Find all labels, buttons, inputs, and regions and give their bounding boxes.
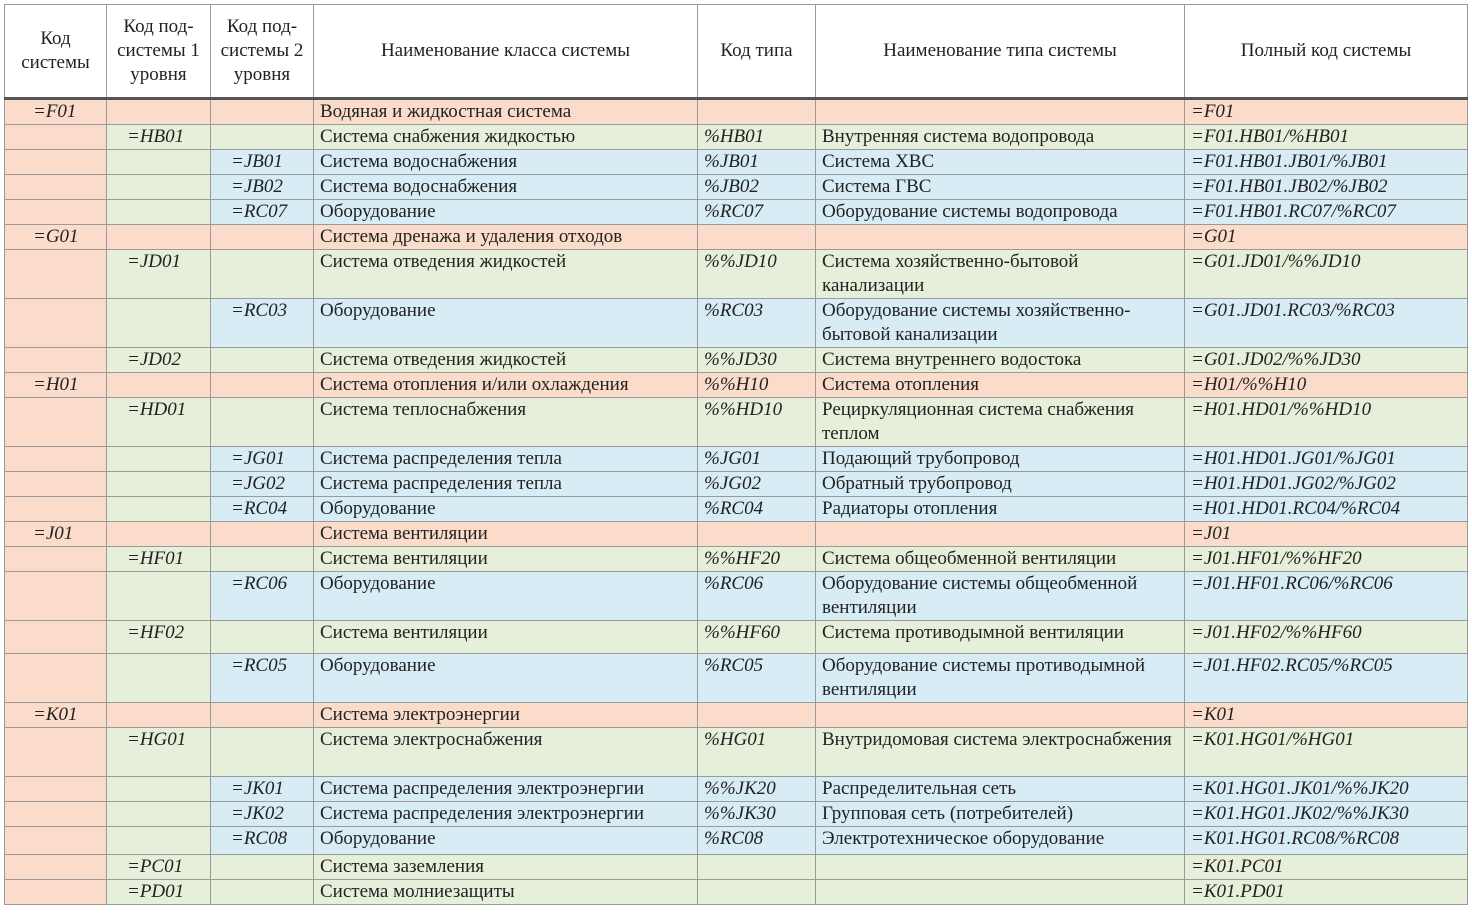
cell-type-code: %%JD10 xyxy=(698,250,816,299)
cell-code-system xyxy=(5,802,107,827)
cell-class-name: Система электроснабжения xyxy=(314,728,698,777)
cell-full-code: =J01.HF02/%%HF60 xyxy=(1185,621,1468,654)
cell-class-name: Система отведения жидкостей xyxy=(314,250,698,299)
cell-code-sub2 xyxy=(211,621,314,654)
cell-code-system xyxy=(5,447,107,472)
cell-code-sub2: =RC03 xyxy=(211,299,314,348)
cell-code-sub2 xyxy=(211,522,314,547)
table-row xyxy=(5,447,1468,472)
cell-full-code: =K01.HG01.RC08/%RC08 xyxy=(1185,827,1468,855)
table-row xyxy=(5,250,1468,299)
cell-code-sub1 xyxy=(107,802,211,827)
cell-class-name: Система отопления и/или охлаждения xyxy=(314,373,698,398)
cell-code-sub1 xyxy=(107,99,211,125)
cell-code-sub1 xyxy=(107,447,211,472)
cell-code-system: =F01 xyxy=(5,99,107,125)
cell-full-code: =K01.PD01 xyxy=(1185,880,1468,905)
cell-type-name: Групповая сеть (потребителей) xyxy=(816,802,1185,827)
table-row xyxy=(5,880,1468,905)
cell-type-code: %%JK30 xyxy=(698,802,816,827)
cell-full-code: =F01.HB01/%HB01 xyxy=(1185,125,1468,150)
cell-type-code: %RC08 xyxy=(698,827,816,855)
cell-full-code: =F01.HB01.RC07/%RC07 xyxy=(1185,200,1468,225)
cell-full-code: =H01.HD01.JG01/%JG01 xyxy=(1185,447,1468,472)
cell-code-sub2 xyxy=(211,855,314,880)
table-row xyxy=(5,398,1468,447)
table-row xyxy=(5,621,1468,654)
cell-type-name: Оборудование системы хозяйственно-бытовой канализации xyxy=(816,299,1185,348)
cell-code-sub1: =JD01 xyxy=(107,250,211,299)
cell-full-code: =H01.HD01/%%HD10 xyxy=(1185,398,1468,447)
cell-type-code: %JG01 xyxy=(698,447,816,472)
cell-code-sub1 xyxy=(107,150,211,175)
cell-code-system xyxy=(5,250,107,299)
table-row xyxy=(5,855,1468,880)
cell-type-code: %JB01 xyxy=(698,150,816,175)
table-row xyxy=(5,348,1468,373)
cell-code-sub1 xyxy=(107,472,211,497)
cell-full-code: =F01.HB01.JB02/%JB02 xyxy=(1185,175,1468,200)
table-row xyxy=(5,777,1468,802)
table-row xyxy=(5,572,1468,621)
cell-class-name: Система дренажа и удаления отходов xyxy=(314,225,698,250)
cell-type-code xyxy=(698,99,816,125)
cell-type-name: Подающий трубопровод xyxy=(816,447,1185,472)
cell-full-code: =K01.HG01/%HG01 xyxy=(1185,728,1468,777)
cell-full-code: =J01 xyxy=(1185,522,1468,547)
cell-code-system: =G01 xyxy=(5,225,107,250)
cell-code-system: =J01 xyxy=(5,522,107,547)
cell-class-name: Оборудование xyxy=(314,200,698,225)
cell-code-sub1 xyxy=(107,827,211,855)
cell-type-name: Система ГВС xyxy=(816,175,1185,200)
cell-class-name: Система вентиляции xyxy=(314,522,698,547)
cell-code-sub1: =HD01 xyxy=(107,398,211,447)
cell-class-name: Оборудование xyxy=(314,654,698,703)
cell-code-sub1: =PD01 xyxy=(107,880,211,905)
table-row xyxy=(5,802,1468,827)
cell-type-name xyxy=(816,855,1185,880)
cell-code-sub2: =RC08 xyxy=(211,827,314,855)
cell-full-code: =H01.HD01.RC04/%RC04 xyxy=(1185,497,1468,522)
cell-full-code: =G01.JD02/%%JD30 xyxy=(1185,348,1468,373)
table-row xyxy=(5,125,1468,150)
cell-code-sub1 xyxy=(107,175,211,200)
cell-type-code: %%HF20 xyxy=(698,547,816,572)
cell-full-code: =K01.HG01.JK01/%%JK20 xyxy=(1185,777,1468,802)
cell-code-system xyxy=(5,654,107,703)
cell-type-name: Система противодымной вентиляции xyxy=(816,621,1185,654)
cell-code-sub2 xyxy=(211,348,314,373)
cell-code-sub2: =JG02 xyxy=(211,472,314,497)
header-type-name: Наименование типа системы xyxy=(816,5,1185,99)
cell-code-system xyxy=(5,175,107,200)
cell-code-sub2 xyxy=(211,99,314,125)
cell-class-name: Система электроэнергии xyxy=(314,703,698,728)
cell-code-sub2 xyxy=(211,703,314,728)
cell-code-system xyxy=(5,299,107,348)
cell-type-name: Внутренняя система водопровода xyxy=(816,125,1185,150)
table-row xyxy=(5,150,1468,175)
cell-type-name: Система отопления xyxy=(816,373,1185,398)
cell-code-system xyxy=(5,855,107,880)
header-type-code: Код типа xyxy=(698,5,816,99)
header-code-sub1: Код под-системы 1 уровня xyxy=(107,5,211,99)
cell-type-code: %RC05 xyxy=(698,654,816,703)
cell-class-name: Система водоснабжения xyxy=(314,150,698,175)
header-code-sub2: Код под-системы 2 уровня xyxy=(211,5,314,99)
cell-code-system: =H01 xyxy=(5,373,107,398)
cell-type-code: %%HF60 xyxy=(698,621,816,654)
cell-code-sub1 xyxy=(107,654,211,703)
header-class-name: Наименование класса системы xyxy=(314,5,698,99)
cell-type-code xyxy=(698,855,816,880)
table-body xyxy=(5,99,1468,905)
cell-code-sub2 xyxy=(211,250,314,299)
table-row xyxy=(5,547,1468,572)
cell-full-code: =K01.PC01 xyxy=(1185,855,1468,880)
cell-code-sub2: =RC04 xyxy=(211,497,314,522)
cell-code-system xyxy=(5,880,107,905)
header-code-system: Код системы xyxy=(5,5,107,99)
cell-type-code: %HB01 xyxy=(698,125,816,150)
cell-code-sub1 xyxy=(107,225,211,250)
table-row xyxy=(5,703,1468,728)
cell-code-sub1: =HB01 xyxy=(107,125,211,150)
systems-classification-table xyxy=(4,4,1468,905)
table-row xyxy=(5,497,1468,522)
cell-class-name: Оборудование xyxy=(314,827,698,855)
cell-code-sub1: =HF01 xyxy=(107,547,211,572)
cell-type-name: Внутридомовая система электроснабжения xyxy=(816,728,1185,777)
cell-code-sub1: =PC01 xyxy=(107,855,211,880)
cell-code-sub2: =JB02 xyxy=(211,175,314,200)
cell-code-system xyxy=(5,348,107,373)
cell-code-sub1 xyxy=(107,497,211,522)
cell-class-name: Оборудование xyxy=(314,497,698,522)
cell-full-code: =J01.HF02.RC05/%RC05 xyxy=(1185,654,1468,703)
cell-code-sub2: =JG01 xyxy=(211,447,314,472)
cell-class-name: Система вентиляции xyxy=(314,621,698,654)
cell-code-sub2 xyxy=(211,225,314,250)
table-row xyxy=(5,728,1468,777)
cell-code-system xyxy=(5,472,107,497)
cell-type-code: %RC07 xyxy=(698,200,816,225)
cell-class-name: Система заземления xyxy=(314,855,698,880)
cell-class-name: Система вентиляции xyxy=(314,547,698,572)
cell-full-code: =H01/%%H10 xyxy=(1185,373,1468,398)
cell-full-code: =F01.HB01.JB01/%JB01 xyxy=(1185,150,1468,175)
cell-code-system xyxy=(5,728,107,777)
cell-type-code: %%JK20 xyxy=(698,777,816,802)
cell-code-sub2: =RC07 xyxy=(211,200,314,225)
cell-type-name: Распределительная сеть xyxy=(816,777,1185,802)
cell-code-system xyxy=(5,125,107,150)
cell-type-code: %%JD30 xyxy=(698,348,816,373)
cell-type-name xyxy=(816,99,1185,125)
cell-type-name: Система внутреннего водостока xyxy=(816,348,1185,373)
cell-code-sub1 xyxy=(107,522,211,547)
cell-type-name xyxy=(816,880,1185,905)
cell-class-name: Водяная и жидкостная система xyxy=(314,99,698,125)
table-row xyxy=(5,225,1468,250)
cell-code-system xyxy=(5,398,107,447)
cell-code-sub1: =HF02 xyxy=(107,621,211,654)
cell-code-sub1 xyxy=(107,299,211,348)
cell-type-name: Радиаторы отопления xyxy=(816,497,1185,522)
cell-type-code: %RC06 xyxy=(698,572,816,621)
cell-type-name: Оборудование системы общеобменной вентиляции xyxy=(816,572,1185,621)
cell-code-system xyxy=(5,827,107,855)
cell-code-sub2 xyxy=(211,728,314,777)
cell-code-sub2 xyxy=(211,373,314,398)
cell-full-code: =K01 xyxy=(1185,703,1468,728)
cell-type-name: Рециркуляционная система снабжения теплом xyxy=(816,398,1185,447)
cell-code-sub1 xyxy=(107,373,211,398)
cell-type-name: Обратный трубопровод xyxy=(816,472,1185,497)
cell-code-system xyxy=(5,200,107,225)
cell-class-name: Система водоснабжения xyxy=(314,175,698,200)
cell-class-name: Система молниезащиты xyxy=(314,880,698,905)
cell-code-sub2 xyxy=(211,547,314,572)
cell-full-code: =G01.JD01.RC03/%RC03 xyxy=(1185,299,1468,348)
cell-code-sub2: =JK01 xyxy=(211,777,314,802)
cell-class-name: Система распределения электроэнергии xyxy=(314,777,698,802)
cell-code-sub2 xyxy=(211,125,314,150)
cell-class-name: Система отведения жидкостей xyxy=(314,348,698,373)
cell-code-system xyxy=(5,497,107,522)
cell-code-sub2: =JK02 xyxy=(211,802,314,827)
cell-class-name: Система теплоснабжения xyxy=(314,398,698,447)
cell-class-name: Система распределения электроэнергии xyxy=(314,802,698,827)
cell-code-sub2: =RC05 xyxy=(211,654,314,703)
header-row xyxy=(5,5,1468,99)
table-row xyxy=(5,175,1468,200)
cell-full-code: =J01.HF01/%%HF20 xyxy=(1185,547,1468,572)
cell-type-code xyxy=(698,703,816,728)
cell-type-name: Оборудование системы водопровода xyxy=(816,200,1185,225)
cell-full-code: =G01.JD01/%%JD10 xyxy=(1185,250,1468,299)
cell-code-system xyxy=(5,572,107,621)
cell-type-code: %RC03 xyxy=(698,299,816,348)
cell-type-name xyxy=(816,225,1185,250)
cell-code-sub2 xyxy=(211,880,314,905)
cell-code-sub2: =JB01 xyxy=(211,150,314,175)
cell-type-code xyxy=(698,522,816,547)
table-row xyxy=(5,827,1468,855)
cell-code-sub1 xyxy=(107,703,211,728)
table-row xyxy=(5,200,1468,225)
cell-code-system xyxy=(5,621,107,654)
cell-code-sub2: =RC06 xyxy=(211,572,314,621)
cell-full-code: =H01.HD01.JG02/%JG02 xyxy=(1185,472,1468,497)
table-row xyxy=(5,522,1468,547)
cell-type-code: %%H10 xyxy=(698,373,816,398)
table-row xyxy=(5,99,1468,125)
cell-type-code: %JB02 xyxy=(698,175,816,200)
table-row xyxy=(5,472,1468,497)
cell-type-name: Система общеобменной вентиляции xyxy=(816,547,1185,572)
cell-type-code: %HG01 xyxy=(698,728,816,777)
cell-full-code: =F01 xyxy=(1185,99,1468,125)
cell-class-name: Система снабжения жидкостью xyxy=(314,125,698,150)
cell-type-code: %JG02 xyxy=(698,472,816,497)
cell-code-system xyxy=(5,547,107,572)
table-row xyxy=(5,299,1468,348)
cell-type-code xyxy=(698,880,816,905)
cell-full-code: =J01.HF01.RC06/%RC06 xyxy=(1185,572,1468,621)
cell-code-system xyxy=(5,150,107,175)
cell-type-code: %RC04 xyxy=(698,497,816,522)
cell-type-name: Электротехническое оборудование xyxy=(816,827,1185,855)
cell-code-system: =K01 xyxy=(5,703,107,728)
cell-class-name: Оборудование xyxy=(314,299,698,348)
cell-type-name xyxy=(816,703,1185,728)
cell-type-code xyxy=(698,225,816,250)
cell-type-name: Система ХВС xyxy=(816,150,1185,175)
cell-type-name: Система хозяйственно-бытовой канализации xyxy=(816,250,1185,299)
cell-full-code: =G01 xyxy=(1185,225,1468,250)
cell-code-sub1 xyxy=(107,200,211,225)
cell-class-name: Оборудование xyxy=(314,572,698,621)
table-row xyxy=(5,373,1468,398)
cell-code-system xyxy=(5,777,107,802)
cell-type-name xyxy=(816,522,1185,547)
cell-code-sub1: =JD02 xyxy=(107,348,211,373)
cell-class-name: Система распределения тепла xyxy=(314,472,698,497)
cell-code-sub2 xyxy=(211,398,314,447)
cell-type-name: Оборудование системы противодымной вентиляции xyxy=(816,654,1185,703)
cell-code-sub1: =HG01 xyxy=(107,728,211,777)
table-row xyxy=(5,654,1468,703)
cell-code-sub1 xyxy=(107,777,211,802)
header-full-code: Полный код системы xyxy=(1185,5,1468,99)
cell-full-code: =K01.HG01.JK02/%%JK30 xyxy=(1185,802,1468,827)
cell-type-code: %%HD10 xyxy=(698,398,816,447)
cell-class-name: Система распределения тепла xyxy=(314,447,698,472)
cell-code-sub1 xyxy=(107,572,211,621)
